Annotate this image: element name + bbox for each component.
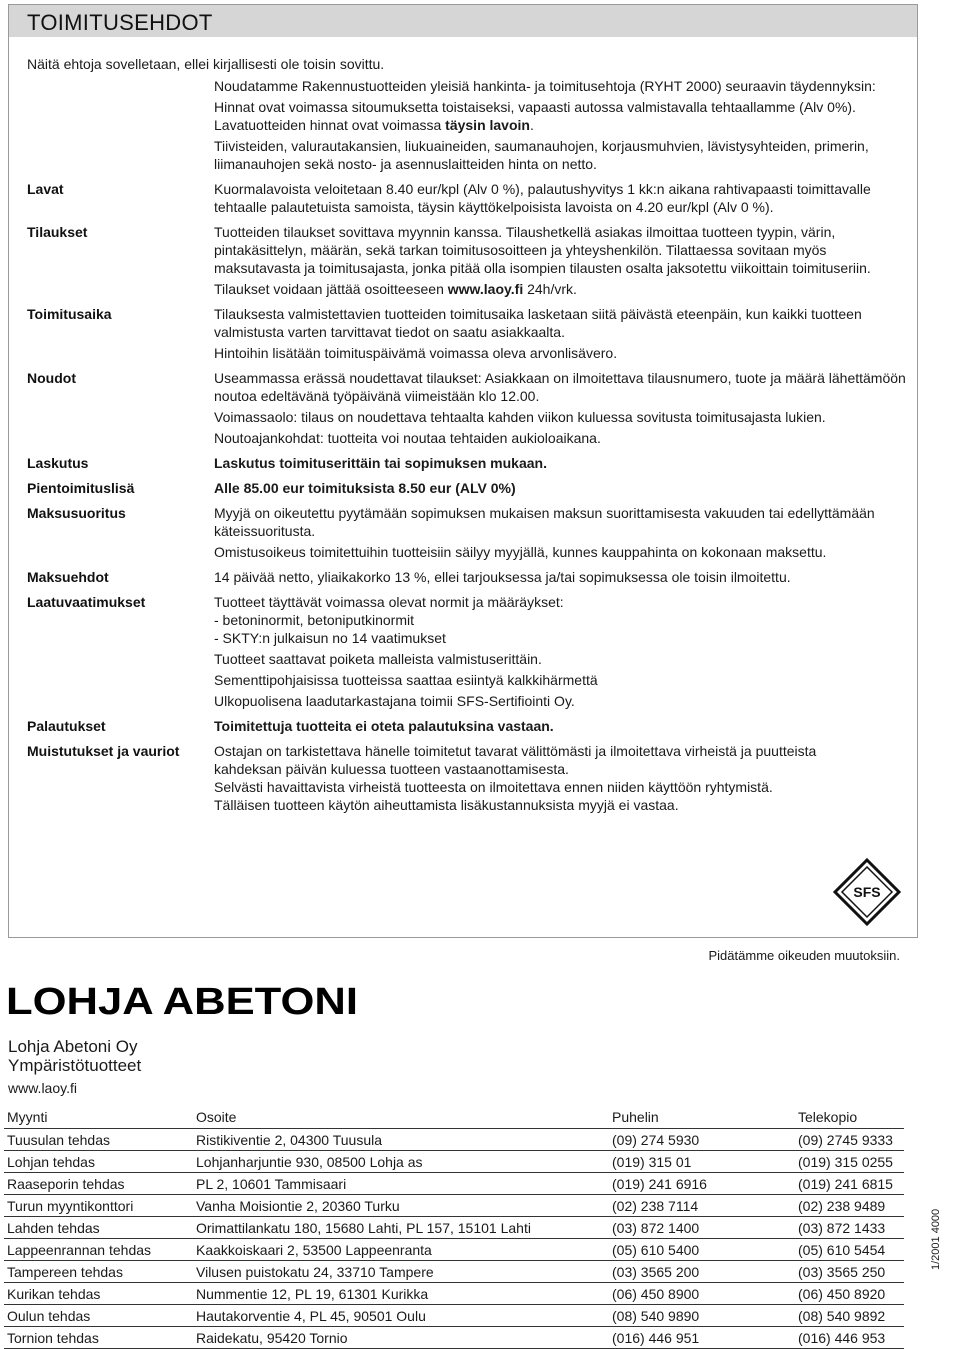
svg-text:SFS: SFS: [853, 884, 881, 900]
section-label: Palautukset: [27, 718, 106, 734]
section-label: Laatuvaatimukset: [27, 594, 146, 610]
section-laskutus: Laskutus Laskutus toimituserittäin tai sopimuksen mukaan.: [27, 454, 907, 475]
table-cell: (019) 315 01: [609, 1151, 795, 1173]
title-bar: [9, 5, 917, 37]
table-cell: Turun myyntikonttori: [4, 1195, 193, 1217]
print-code: 1/2001 4000: [930, 1208, 942, 1270]
table-row: [4, 1129, 904, 1151]
table-cell: Lohjanharjuntie 930, 08500 Lohja as: [193, 1151, 609, 1173]
section-label: Lavat: [27, 181, 64, 197]
website-link[interactable]: www.laoy.fi: [447, 281, 524, 297]
section-label: Toimitusaika: [27, 306, 112, 322]
section-label: Maksuehdot: [27, 569, 109, 585]
sfs-certification-logo: [832, 857, 902, 927]
table-cell: (02) 238 9489: [795, 1195, 904, 1217]
company-website[interactable]: www.laoy.fi: [8, 1080, 77, 1096]
section-tilaukset: Tilaukset Tuotteiden tilaukset sovittava myynnin kanssa. Tilaushetkellä asiakas ilmoittaa tuotteen tyypin, värin, pintakäsittelyn, määrän, sekä tarkan toimitusosoitteen ja yhteyshenkilön. Tilattaessa sovitaan myös maksutavasta ja toimitusajasta, jonka pitää olla isompien tilausten osalta jaksotettu viikoittain toimituseriin. Tilaukset voidaan jättää osoitteeseen www.laoy.fi 24h/vrk.: [27, 223, 907, 301]
section-palautukset: Palautukset Toimitettuja tuotteita ei oteta palautuksina vastaan.: [27, 717, 907, 738]
general-row: [27, 77, 907, 176]
section-label: Pientoimituslisä: [27, 480, 135, 496]
general-p3: Tiivisteiden, valurautakansien, liukuaineiden, saumanauhojen, korjausmuhvien, lävistysyhteiden, primerin, liimanauhojen sekä nosto- ja asennuslaitteiden hinta on netto.: [214, 138, 869, 172]
table-cell: Raaseporin tehdas: [4, 1173, 193, 1195]
contacts-table: [4, 1106, 904, 1349]
table-row: [4, 1195, 904, 1217]
general-p1: Noudatamme Rakennustuotteiden yleisiä hankinta- ja toimitusehtoja (RYHT 2000) seuraavin täydennyksin:: [214, 78, 876, 94]
table-row: [4, 1305, 904, 1327]
table-cell: Orimattilankatu 180, 15680 Lahti, PL 157, 15101 Lahti: [193, 1217, 609, 1239]
section-maksuehdot: Maksuehdot 14 päivää netto, yliaikakorko 13 %, ellei tarjouksessa ja/tai sopimuksessa ole toisin ilmoitettu.: [27, 568, 907, 589]
section-noudot: Noudot Useammassa erässä noudettavat tilaukset: Asiakkaan on ilmoitettava tilausnumero, tuote ja määrä lähettämöön noutoa edeltävänä työpäivänä viimeistään klo 12.00. Voimassaolo: tilaus on noudettava tehtaalta kahden viikon kuluessa sovitusta toimitusajasta lukien. Noutoajankohdat: tuotteita voi noutaa tehtaiden aukioloaikana.: [27, 369, 907, 450]
table-header: Myynti Osoite Puhelin Telekopio: [4, 1106, 904, 1129]
table-row: [4, 1283, 904, 1305]
table-cell: Hautakorventie 4, PL 45, 90501 Oulu: [193, 1305, 609, 1327]
section-label: Tilaukset: [27, 224, 88, 240]
table-row: [4, 1173, 904, 1195]
table-cell: Lohjan tehdas: [4, 1151, 193, 1173]
svg-text:LOHJA ABETONI: LOHJA ABETONI: [6, 983, 358, 1017]
table-row: [4, 1217, 904, 1239]
terms-content: [27, 77, 907, 821]
table-cell: Raidekatu, 95420 Tornio: [193, 1327, 609, 1349]
table-row: [4, 1327, 904, 1349]
section-label: Muistutukset ja vauriot: [27, 743, 180, 759]
table-cell: Oulun tehdas: [4, 1305, 193, 1327]
company-logo: [6, 983, 360, 1017]
table-row: [4, 1151, 904, 1173]
table-cell: (019) 315 0255: [795, 1151, 904, 1173]
reserve-note: Pidätämme oikeuden muutoksiin.: [708, 948, 900, 963]
table-cell: (05) 610 5400: [609, 1239, 795, 1261]
table-cell: Vanha Moisiontie 2, 20360 Turku: [193, 1195, 609, 1217]
table-cell: (03) 3565 250: [795, 1261, 904, 1283]
table-cell: (03) 872 1433: [795, 1217, 904, 1239]
table-cell: Tornion tehdas: [4, 1327, 193, 1349]
table-cell: Lappeenrannan tehdas: [4, 1239, 193, 1261]
section-pientoimituslisa: Pientoimituslisä Alle 85.00 eur toimituksista 8.50 eur (ALV 0%): [27, 479, 907, 500]
table-cell: Tampereen tehdas: [4, 1261, 193, 1283]
table-cell: (05) 610 5454: [795, 1239, 904, 1261]
table-cell: (03) 3565 200: [609, 1261, 795, 1283]
table-cell: (03) 872 1400: [609, 1217, 795, 1239]
table-cell: (08) 540 9890: [609, 1305, 795, 1327]
section-maksusuoritus: Maksusuoritus Myyjä on oikeutettu pyytämään sopimuksen mukaisen maksun suorittamisesta vakuuden tai edellyttämään käteissuoritusta. Omistusoikeus toimitettuihin tuotteisiin säilyy myyjällä, kunnes kauppahinta on kokonaan maksettu.: [27, 504, 907, 564]
table-cell: (02) 238 7114: [609, 1195, 795, 1217]
table-cell: (08) 540 9892: [795, 1305, 904, 1327]
company-name: Lohja Abetoni Oy Ympäristötuotteet: [8, 1037, 142, 1075]
table-cell: PL 2, 10601 Tammisaari: [193, 1173, 609, 1195]
table-cell: Tuusulan tehdas: [4, 1129, 193, 1151]
section-label: Noudot: [27, 370, 76, 386]
page-title: TOIMITUSEHDOT: [27, 10, 213, 35]
section-laatuvaatimukset: Laatuvaatimukset Tuotteet täyttävät voimassa olevat normit ja määräykset: - betoninormit, betoniputkinormit - SKTY:n julkaisun no 14 vaatimukset Tuotteet saattavat poiketa malleista valmistuserittäin. Sementtipohjaisissa tuotteissa saattaa esiintyä kalkkihärmettä Ulkopuolisena laadutarkastajana toimii SFS-Sertifiointi Oy.: [27, 593, 907, 713]
table-cell: (09) 2745 9333: [795, 1129, 904, 1151]
table-row: [4, 1239, 904, 1261]
table-cell: Nummentie 12, PL 19, 61301 Kurikka: [193, 1283, 609, 1305]
terms-frame: [8, 4, 918, 938]
section-label: Laskutus: [27, 455, 89, 471]
table-cell: (019) 241 6815: [795, 1173, 904, 1195]
table-cell: (016) 446 953: [795, 1327, 904, 1349]
section-label: Maksusuoritus: [27, 505, 126, 521]
table-cell: (06) 450 8920: [795, 1283, 904, 1305]
table-cell: Ristikiventie 2, 04300 Tuusula: [193, 1129, 609, 1151]
intro-text: Näitä ehtoja sovelletaan, ellei kirjallisesti ole toisin sovittu.: [27, 56, 385, 72]
table-cell: Kaakkoiskaari 2, 53500 Lappeenranta: [193, 1239, 609, 1261]
table-cell: (06) 450 8900: [609, 1283, 795, 1305]
table-cell: Lahden tehdas: [4, 1217, 193, 1239]
table-cell: (09) 274 5930: [609, 1129, 795, 1151]
section-lavat: Lavat Kuormalavoista veloitetaan 8.40 eur/kpl (Alv 0 %), palautushyvitys 1 kk:n aikana rahtivapaasti toimittavalle tehtaalle palautetuista samoista, täysin käyttökelpoisista lavoista on 4.20 eur/kpl (Alv 0 %).: [27, 180, 907, 219]
general-p2: Hinnat ovat voimassa sitoumuksetta toistaiseksi, vapaasti autossa valmistavalla tehtaallamme (Alv 0%). Lavatuotteiden hinnat ovat voimassa täysin lavoin.: [214, 99, 856, 133]
table-row: [4, 1261, 904, 1283]
table-cell: (016) 446 951: [609, 1327, 795, 1349]
table-cell: Vilusen puistokatu 24, 33710 Tampere: [193, 1261, 609, 1283]
section-muistutukset: Muistutukset ja vauriot Ostajan on tarkistettava hänelle toimitetut tavarat välittömästi ja ilmoitettava virheistä ja puutteista kahdeksan päivän kuluessa tuotteen vastaanottamisesta. Selvästi havaittavista virheistä tuotteesta on ilmoitettava ennen niiden käyttöön ryhtymistä. Tälläisen tuotteen käytön aiheuttamista lisäkustannuksista myyjä ei vastaa.: [27, 742, 907, 817]
table-cell: Kurikan tehdas: [4, 1283, 193, 1305]
section-toimitusaika: Toimitusaika Tilauksesta valmistettavien tuotteiden toimitusaika lasketaan siitä päivästä eteenpäin, kun kaikki tuotteen valmistusta varten tarvittavat tiedot on saatu asiakkaalta. Hintoihin lisätään toimituspäivämä voimassa oleva arvonlisävero.: [27, 305, 907, 365]
table-cell: (019) 241 6916: [609, 1173, 795, 1195]
